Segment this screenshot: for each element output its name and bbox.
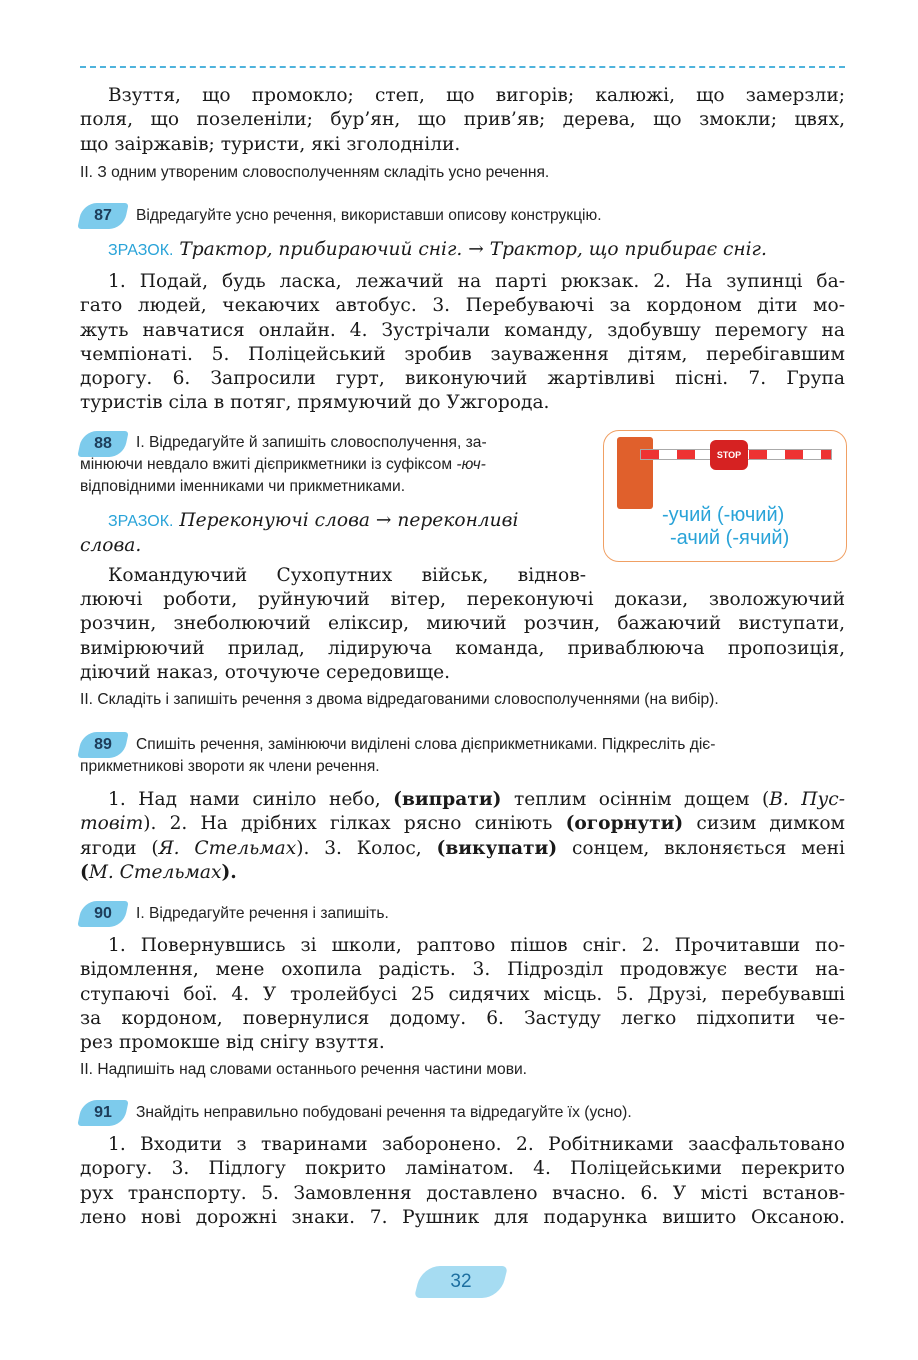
barrier-post-icon xyxy=(617,437,653,509)
text-run: 1. Над нами синіло небо, xyxy=(108,789,394,810)
text-run: ( xyxy=(80,861,89,883)
top-text-block xyxy=(80,84,845,157)
text-line: розчин, знеболюючий еліксир, миючий розчин, бажаючий виступати, xyxy=(80,613,845,635)
exercise-task-cont xyxy=(80,454,586,498)
task-instruction: II. З одним утвореним словосполученням складіть усно речення. xyxy=(80,164,550,181)
exercise-text xyxy=(80,270,845,416)
exercise-number: 91 xyxy=(94,1104,112,1121)
sample-line xyxy=(80,509,580,559)
sample-label: ЗРАЗОК. xyxy=(108,513,174,530)
exercise-task: Відредагуйте усно речення, використавши описову конструкцію. xyxy=(136,207,602,224)
text-run: сизим димком xyxy=(683,813,845,835)
text-line: вимірюючий прилад, лідируюча команда, приваблююча пропозиція, xyxy=(80,637,845,659)
task-line: мінюючи невдало вжиті дієприкметники із суфіксом xyxy=(80,456,453,473)
text-run: сонцем, вклоняється мені xyxy=(557,837,845,859)
text-line: 1. Повернувшись зі школи, раптово пішов сніг. 2. Прочитавши по- xyxy=(108,935,845,956)
suffix-label: -учий (-ючий) xyxy=(662,504,785,526)
text-line: 1. Входити з тваринами заборонено. 2. Робітниками заасфальтовано xyxy=(108,1134,845,1155)
text-line: 1. Подай, будь ласка, лежачий на парті рюкзак. 2. На зупинці ба- xyxy=(108,271,845,292)
exercise-number: 89 xyxy=(94,736,112,753)
text-run: ягоди ( xyxy=(80,837,159,859)
sample-text: Переконуючі слова → переконливі xyxy=(179,510,519,531)
sample-line xyxy=(80,238,845,263)
author-name: В. Пус- xyxy=(769,789,845,810)
exercise-text xyxy=(80,1133,845,1230)
text-line: рез промокше від снігу взуття. xyxy=(80,1032,385,1054)
suffix-label: -ачий (-ячий) xyxy=(670,527,790,549)
text-line: що заіржавів; туристи, які зголодніли. xyxy=(80,133,461,155)
text-run: ). xyxy=(221,861,237,883)
text-line: дорогу. 3. Підлогу покрито ламінатом. 4. Поліцейськими перекрито xyxy=(80,1158,845,1180)
text-line xyxy=(80,861,845,885)
exercise-number: 87 xyxy=(94,207,112,224)
task-line: відповідними іменниками чи прикметниками. xyxy=(80,478,406,495)
text-run: ). 3. Колос, xyxy=(296,837,437,859)
text-run: ). 2. На дрібних гілках рясно синіють xyxy=(143,813,566,835)
bold-word: (огорнути) xyxy=(565,813,684,835)
text-line: туристів сіла в потяг, прямуючий до Ужгорода. xyxy=(80,392,550,414)
bold-word: (випрати) xyxy=(393,789,502,810)
text-line: чемпіонаті. 5. Поліцейський зробив зауваження дітям, перебігавшим xyxy=(80,343,845,365)
text-line: люючі роботи, руйнуючий вітер, переконуючі докази, зволожуючий xyxy=(80,589,845,610)
exercise-number: 90 xyxy=(94,905,112,922)
task-line: I. Відредагуйте й запишіть словосполучення, за- xyxy=(136,434,487,451)
text-line: Взуття, що промокло; степ, що вигорів; калюжі, що замерзли; xyxy=(108,85,845,106)
text-line: Командуючий Сухопутних військ, віднов- xyxy=(108,565,586,586)
exercise-text xyxy=(80,934,845,1055)
page-number: 32 xyxy=(450,1271,472,1292)
exercise-number: 88 xyxy=(94,435,112,452)
sample-label: ЗРАЗОК. xyxy=(108,242,174,259)
text-line: лено нові дорожні знаки. 7. Рушник для подарунка вишито Оксаною. xyxy=(80,1206,845,1228)
author-name: М. Стельмах xyxy=(88,861,222,883)
text-run: теплим осіннім дощем ( xyxy=(501,789,770,810)
text-line: гато людей, чекаючих автобус. 3. Перебуваючі за кордоном діти мо- xyxy=(80,295,845,317)
stop-sign-icon: STOP xyxy=(710,440,748,470)
text-line: дорогу. 6. Запросили гурт, виконуючий жартівливі пісні. 7. Група xyxy=(80,368,845,390)
exercise-task: Спишіть речення, замінюючи виділені слова дієприкметниками. Підкресліть діє- xyxy=(136,736,716,753)
exercise-task: I. Відредагуйте речення і запишіть. xyxy=(136,905,389,922)
text-line xyxy=(80,837,845,861)
bold-word: (викупати) xyxy=(436,837,558,859)
exercise-task-cont: прикметникові звороти як члени речення. xyxy=(80,758,380,775)
sample-text: Трактор, прибираючий сніг. → Трактор, що прибирає сніг. xyxy=(179,239,767,260)
text-line: за кордоном, повернулися додому. 6. Застуду легко підхопити че- xyxy=(80,1007,845,1029)
exercise-task xyxy=(136,432,586,454)
text-line: діючий наказ, оточуюче середовище. xyxy=(80,661,451,683)
text-line: ступаючі бої. 4. У тролейбусі 25 сидячих місць. 5. Друзі, перебувавші xyxy=(80,983,845,1005)
top-dashed-rule xyxy=(80,66,845,68)
exercise-text xyxy=(80,788,845,885)
text-line xyxy=(80,788,845,812)
task-instruction: II. Надпишіть над словами останнього речення частини мови. xyxy=(80,1061,528,1078)
author-name: товіт xyxy=(80,813,144,835)
text-line: жуть навчатися онлайн. 4. Зустрічали команду, здобувшу перемогу на xyxy=(80,319,845,341)
text-line: рух транспорту. 5. Замовлення доставлено вчасно. 6. У місті встанов- xyxy=(80,1182,845,1204)
exercise-text xyxy=(80,588,845,685)
task-instruction: II. Складіть і запишіть речення з двома відредагованими словосполученнями (на вибір). xyxy=(80,691,719,708)
suffix-italic: -юч- xyxy=(456,456,486,473)
exercise-task: Знайдіть неправильно побудовані речення та відредагуйте їх (усно). xyxy=(136,1104,632,1121)
author-name: Я. Стельмах xyxy=(158,837,297,859)
text-line: поля, що позеленіли; бур’ян, що прив’яв; дерева, що змокли; цвях, xyxy=(80,109,845,131)
sample-text: слова. xyxy=(80,535,142,557)
text-line: відомлення, мене охопила радість. 3. Підрозділ продовжує вести на- xyxy=(80,959,845,981)
text-line xyxy=(80,812,845,836)
